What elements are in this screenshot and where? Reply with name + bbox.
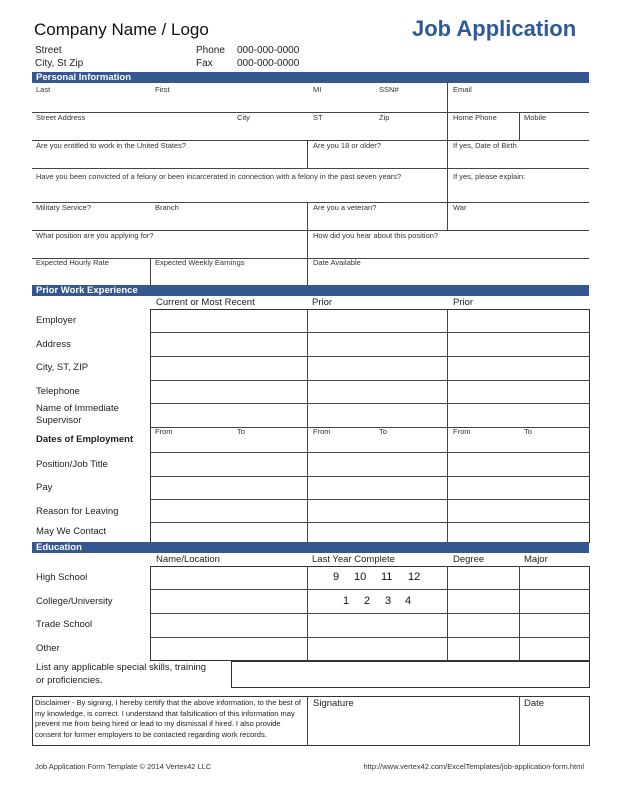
footer-url[interactable]: http://www.vertex42.com/ExcelTemplates/job-application-form.html	[363, 762, 584, 771]
row-reason-for-leaving: Reason for Leaving	[36, 506, 119, 517]
skills-label-line2: or proficiencies.	[36, 675, 103, 686]
row-supervisor-line2: Supervisor	[36, 415, 82, 426]
row-college-university: College/University	[36, 596, 113, 607]
ssn-field[interactable]: SSN#	[379, 85, 399, 94]
row-other: Other	[36, 643, 60, 654]
middle-initial-field[interactable]: MI	[313, 85, 322, 94]
company-city: City, St Zip	[35, 58, 84, 69]
row-trade-school: Trade School	[36, 619, 93, 630]
fax-label: Fax	[196, 58, 213, 69]
column-prior-employer-1: Prior	[312, 297, 333, 308]
phone-label: Phone	[196, 45, 225, 56]
date-from-prior-2[interactable]: From	[453, 427, 471, 436]
hs-year-9[interactable]: 9	[333, 571, 340, 583]
city-field[interactable]: City	[237, 113, 250, 122]
column-degree: Degree	[453, 554, 485, 565]
hs-year-10[interactable]: 10	[354, 571, 367, 583]
hourly-rate-field[interactable]: Expected Hourly Rate	[36, 258, 109, 267]
home-phone-field[interactable]: Home Phone	[453, 113, 497, 122]
zip-field[interactable]: Zip	[379, 113, 390, 122]
veteran-field[interactable]: Are you a veteran?	[313, 203, 377, 212]
column-prior-employer-2: Prior	[453, 297, 474, 308]
last-name-field[interactable]: Last	[36, 85, 51, 94]
phone-value: 000-000-0000	[237, 45, 300, 56]
column-current-employer: Current or Most Recent	[156, 297, 255, 308]
company-name-logo: Company Name / Logo	[34, 20, 209, 39]
college-year-2[interactable]: 2	[364, 595, 371, 607]
college-year-1[interactable]: 1	[343, 595, 350, 607]
row-employer: Employer	[36, 315, 77, 326]
felony-question-field[interactable]: Have you been convicted of a felony or been incarcerated in connection with a felony in the past seven years?	[36, 172, 402, 181]
date-to-prior-2[interactable]: To	[524, 427, 532, 436]
row-address: Address	[36, 339, 71, 350]
weekly-earnings-field[interactable]: Expected Weekly Earnings	[155, 258, 245, 267]
mobile-field[interactable]: Mobile	[524, 113, 547, 122]
date-to-current[interactable]: To	[237, 427, 245, 436]
signature-field[interactable]: Signature	[313, 698, 354, 709]
row-dates-of-employment: Dates of Employment	[36, 434, 134, 445]
date-field[interactable]: Date	[524, 698, 545, 709]
college-year-3[interactable]: 3	[385, 595, 392, 607]
row-may-we-contact: May We Contact	[36, 526, 107, 537]
date-to-prior-1[interactable]: To	[379, 427, 387, 436]
hs-year-11[interactable]: 11	[381, 571, 393, 583]
footer-copyright: Job Application Form Template © 2014 Vertex42 LLC	[35, 762, 212, 771]
felony-explain-field[interactable]: If yes, please explain:	[453, 172, 526, 181]
date-from-current[interactable]: From	[155, 427, 173, 436]
state-field[interactable]: ST	[313, 113, 323, 122]
work-eligibility-field[interactable]: Are you entitled to work in the United States?	[36, 141, 187, 150]
position-applying-field[interactable]: What position are you applying for?	[36, 231, 154, 240]
work-experience-grid[interactable]	[150, 309, 590, 543]
section-personal-information: Personal Information	[32, 72, 589, 83]
military-service-field[interactable]: Military Service?	[36, 203, 92, 212]
section-education: Education	[32, 542, 589, 553]
college-year-4[interactable]: 4	[405, 595, 412, 607]
disclaimer-text: Disclaimer - By signing, I hereby certify that the above information, to the best of my knowledge, is correct. I understand that falsification of this information may prevent me from being hired or lead to my dismissal if hired. I also provide consent for former employers to be contacted regarding work records.	[35, 698, 301, 739]
skills-label-line1: List any applicable special skills, training	[36, 662, 207, 673]
column-last-year-complete: Last Year Complete	[312, 554, 395, 565]
date-available-field[interactable]: Date Available	[313, 258, 361, 267]
branch-field[interactable]: Branch	[155, 203, 179, 212]
skills-input[interactable]	[231, 661, 590, 688]
row-supervisor-line1: Name of Immediate	[36, 403, 119, 414]
referral-source-field[interactable]: How did you hear about this position?	[313, 231, 439, 240]
date-from-prior-1[interactable]: From	[313, 427, 331, 436]
fax-value: 000-000-0000	[237, 58, 300, 69]
row-high-school: High School	[36, 572, 88, 583]
row-pay: Pay	[36, 482, 53, 493]
email-field[interactable]: Email	[453, 85, 472, 94]
first-name-field[interactable]: First	[155, 85, 170, 94]
street-address-field[interactable]: Street Address	[36, 113, 86, 122]
company-street: Street	[35, 45, 62, 56]
row-telephone: Telephone	[36, 386, 80, 397]
hs-year-12[interactable]: 12	[408, 571, 421, 583]
age-18-field[interactable]: Are you 18 or older?	[313, 141, 381, 150]
date-of-birth-field[interactable]: If yes, Date of Birth	[453, 141, 517, 150]
war-field[interactable]: War	[453, 203, 467, 212]
row-city-st-zip: City, ST, ZIP	[36, 362, 89, 373]
column-major: Major	[524, 554, 548, 565]
section-prior-work-experience: Prior Work Experience	[32, 285, 589, 296]
row-position-title: Position/Job Title	[36, 459, 108, 470]
column-name-location: Name/Location	[156, 554, 220, 565]
page-title: Job Application	[412, 16, 577, 41]
